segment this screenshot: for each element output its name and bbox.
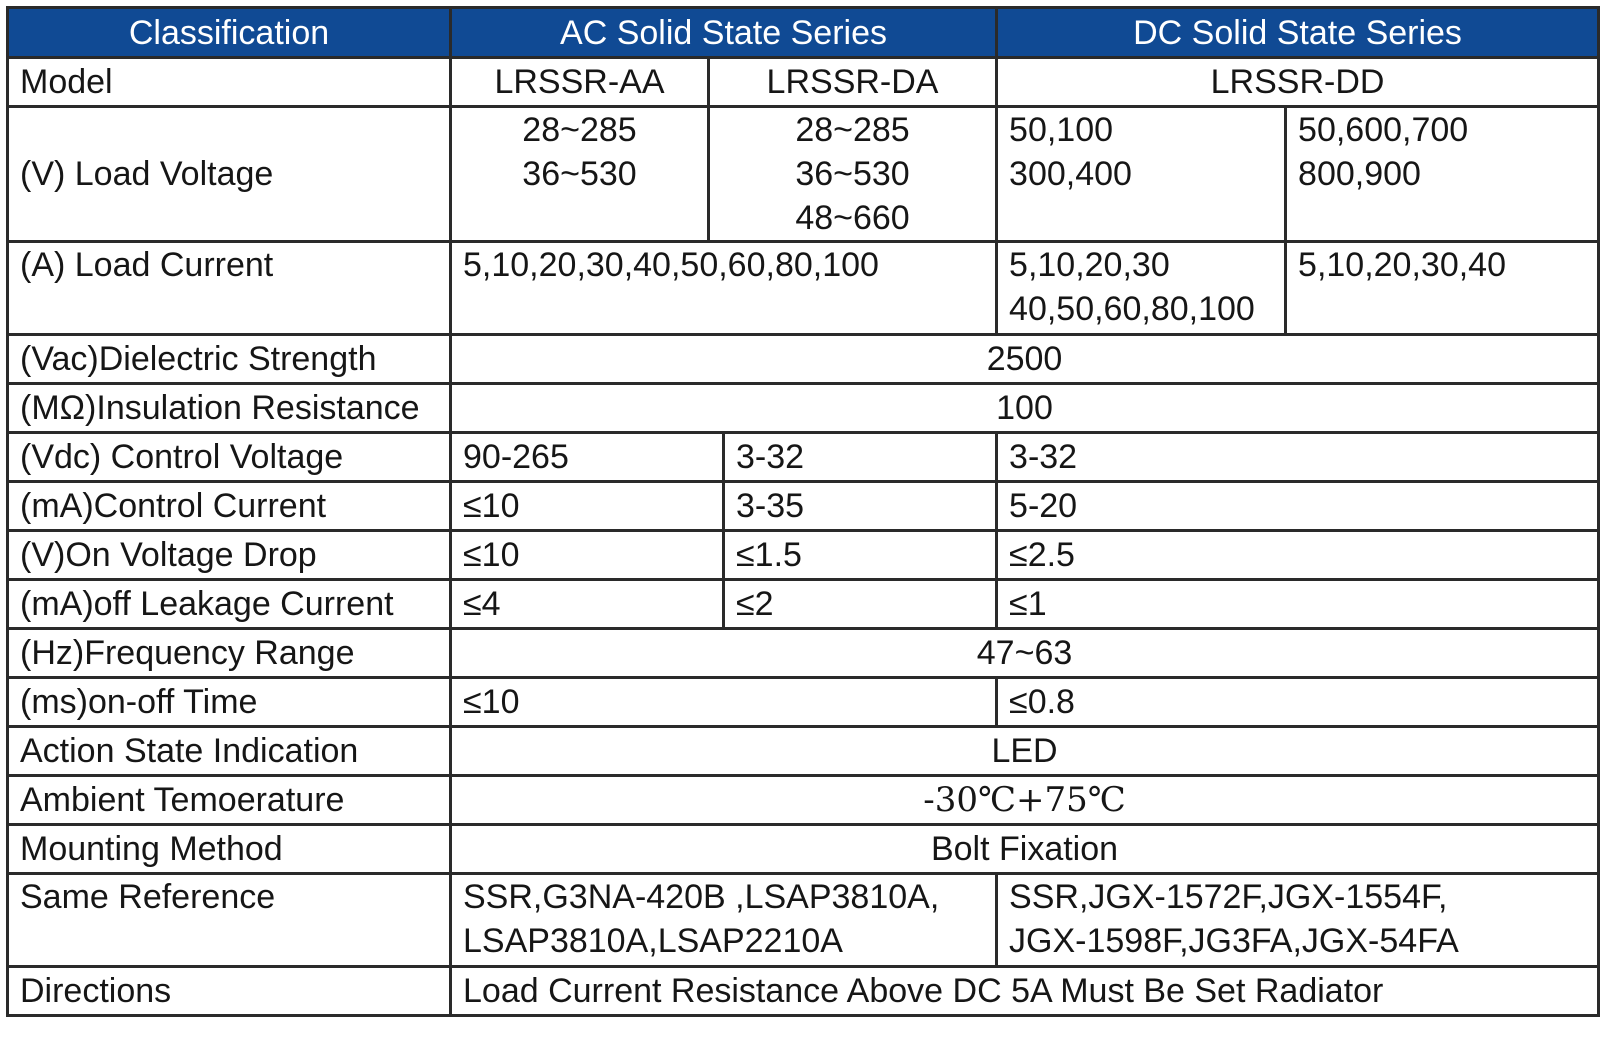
on-off-time-dc: ≤0.8: [997, 678, 1599, 727]
off-leakage-aa: ≤4: [451, 580, 724, 629]
load-current-dd-2: 5,10,20,30,40: [1286, 242, 1599, 335]
on-voltage-drop-label: (V)On Voltage Drop: [8, 531, 451, 580]
header-classification: Classification: [8, 8, 451, 58]
load-voltage-aa-line: 28~285: [522, 111, 637, 149]
load-current-dd1-line: 5,10,20,30: [1009, 246, 1170, 284]
on-voltage-drop-row: [8, 531, 1599, 580]
load-voltage-dd1-line: 50,100: [1009, 111, 1114, 149]
same-reference-dc: [997, 874, 1599, 967]
load-voltage-aa-line: 36~530: [522, 155, 637, 193]
insulation-label: (MΩ)Insulation Resistance: [8, 384, 451, 433]
off-leakage-dd: ≤1: [997, 580, 1599, 629]
mounting-row: [8, 825, 1599, 874]
control-voltage-row: [8, 433, 1599, 482]
control-current-dd: 5-20: [997, 482, 1599, 531]
control-voltage-da: 3-32: [724, 433, 997, 482]
control-current-row: [8, 482, 1599, 531]
dielectric-label: (Vac)Dielectric Strength: [8, 335, 451, 384]
same-reference-dc-line: JGX-1598F,JG3FA,JGX-54FA: [1009, 922, 1459, 960]
header-row: [8, 8, 1599, 58]
on-off-time-row: [8, 678, 1599, 727]
dielectric-row: [8, 335, 1599, 384]
directions-label: Directions: [8, 967, 451, 1016]
directions-row: [8, 967, 1599, 1016]
insulation-row: [8, 384, 1599, 433]
action-state-row: [8, 727, 1599, 776]
spec-table-container: [6, 6, 1597, 1017]
load-voltage-dd-1: [997, 107, 1286, 242]
load-current-dd-1: [997, 242, 1286, 335]
header-dc-series: DC Solid State Series: [997, 8, 1599, 58]
mounting-label: Mounting Method: [8, 825, 451, 874]
load-current-dd1-line: 40,50,60,80,100: [1009, 290, 1255, 328]
load-voltage-da: [709, 107, 997, 242]
load-current-label: (A) Load Current: [8, 242, 451, 335]
model-lrssr-aa: LRSSR-AA: [451, 58, 709, 107]
mounting-value: Bolt Fixation: [451, 825, 1599, 874]
off-leakage-da: ≤2: [724, 580, 997, 629]
control-voltage-aa: 90-265: [451, 433, 724, 482]
load-current-ac: 5,10,20,30,40,50,60,80,100: [451, 242, 997, 335]
on-voltage-drop-dd: ≤2.5: [997, 531, 1599, 580]
model-label: Model: [8, 58, 451, 107]
action-state-value: LED: [451, 727, 1599, 776]
frequency-row: [8, 629, 1599, 678]
control-voltage-label: (Vdc) Control Voltage: [8, 433, 451, 482]
ambient-label: Ambient Temoerature: [8, 776, 451, 825]
load-voltage-dd1-line: 300,400: [1009, 155, 1132, 193]
ambient-row: [8, 776, 1599, 825]
load-voltage-dd-2: [1286, 107, 1599, 242]
model-row: [8, 58, 1599, 107]
model-lrssr-da: LRSSR-DA: [709, 58, 997, 107]
dielectric-value: 2500: [451, 335, 1599, 384]
on-off-time-label: (ms)on-off Time: [8, 678, 451, 727]
control-current-label: (mA)Control Current: [8, 482, 451, 531]
frequency-label: (Hz)Frequency Range: [8, 629, 451, 678]
load-voltage-aa: [451, 107, 709, 242]
on-voltage-drop-da: ≤1.5: [724, 531, 997, 580]
directions-value: Load Current Resistance Above DC 5A Must Be Set Radiator: [451, 967, 1599, 1016]
frequency-value: 47~63: [451, 629, 1599, 678]
action-state-label: Action State Indication: [8, 727, 451, 776]
spec-table: [6, 6, 1600, 1017]
same-reference-ac: [451, 874, 997, 967]
on-voltage-drop-aa: ≤10: [451, 531, 724, 580]
off-leakage-row: [8, 580, 1599, 629]
load-voltage-dd2-line: 800,900: [1298, 155, 1421, 193]
same-reference-ac-line: LSAP3810A,LSAP2210A: [463, 922, 843, 960]
load-voltage-da-line: 36~530: [795, 155, 910, 193]
load-voltage-row: [8, 107, 1599, 242]
load-voltage-da-line: 28~285: [795, 111, 910, 149]
header-ac-series: AC Solid State Series: [451, 8, 997, 58]
ambient-value: -30℃+75℃: [451, 776, 1599, 825]
control-voltage-dd: 3-32: [997, 433, 1599, 482]
model-lrssr-dd: LRSSR-DD: [997, 58, 1599, 107]
control-current-aa: ≤10: [451, 482, 724, 531]
same-reference-row: [8, 874, 1599, 967]
control-current-da: 3-35: [724, 482, 997, 531]
load-voltage-label: (V) Load Voltage: [8, 107, 451, 242]
on-off-time-ac: ≤10: [451, 678, 997, 727]
same-reference-dc-line: SSR,JGX-1572F,JGX-1554F,: [1009, 878, 1448, 916]
load-voltage-dd2-line: 50,600,700: [1298, 111, 1469, 149]
same-reference-label: Same Reference: [8, 874, 451, 967]
same-reference-ac-line: SSR,G3NA-420B ,LSAP3810A,: [463, 878, 940, 916]
insulation-value: 100: [451, 384, 1599, 433]
off-leakage-label: (mA)off Leakage Current: [8, 580, 451, 629]
load-voltage-da-line: 48~660: [795, 199, 910, 237]
load-current-row: [8, 242, 1599, 335]
